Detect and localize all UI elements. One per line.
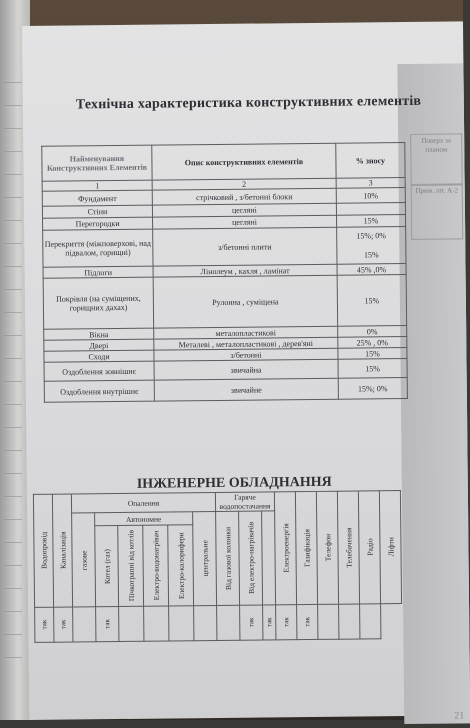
- table-row: Фундамент стрічковий , з/бетонні блоки 10%: [42, 187, 405, 206]
- table-row: Покрівля (на суміщених, горищних дахах) Рулонна , суміщена 15%: [43, 274, 407, 329]
- col-tv: Телебачення: [343, 527, 354, 568]
- col-central: центральне: [199, 540, 210, 577]
- page-number: 21: [454, 710, 465, 722]
- group-hotwater: Гаряче водопостачання: [215, 492, 274, 512]
- side-box-floor: Поверх за планом: [410, 133, 463, 186]
- group-heating: Опалення: [71, 493, 215, 514]
- group-autonomous: Автономне: [95, 512, 193, 526]
- side-box-note: Прим. літ. А-2: [411, 183, 464, 240]
- header-wear: % зносу: [336, 142, 405, 178]
- values-row: так так так так так так так: [35, 604, 402, 643]
- table-row: Оздоблення зовнішнє звичайна 15%: [44, 358, 407, 381]
- col-gas: газове: [78, 549, 89, 570]
- col-electric-heaters: Від електро-нагрівачів: [245, 521, 256, 595]
- col-sewerage: Каналізація: [57, 531, 68, 570]
- col-calorifers: Електро-калорифери: [175, 531, 186, 599]
- table-row: Перекриття (міжповерхові, над підвалом, горищні) з/бетонні плити 15%; 0% 15%: [43, 226, 406, 267]
- colnum-1: 1: [42, 180, 152, 191]
- table-row: Підлоги Лінолеум , кахля , ламінат 45% ,0%: [43, 263, 406, 278]
- col-stoves: Пічкотрапні від котлів: [125, 530, 136, 602]
- header-name: Найменування Конструктивних Елементів: [42, 145, 152, 181]
- structural-elements-table: [41, 142, 408, 403]
- col-water: Водопровід: [38, 532, 49, 570]
- table-row: Оздоблення внутрішнє звичайне 15%; 0%: [44, 377, 407, 402]
- col-electricity: Електроенергія: [280, 523, 291, 573]
- header-desc: Опис конструктивних елементів: [152, 143, 336, 180]
- col-phone: Телефон: [322, 534, 333, 562]
- section-title-engineering: ІНЖЕНЕРНЕ ОБЛАДНАННЯ: [136, 474, 332, 492]
- col-radio: Радіо: [364, 538, 375, 557]
- col-gasification: Газифікація: [301, 529, 312, 568]
- table-row: Сходи з/бетонні 15%: [44, 347, 407, 362]
- engineering-equipment-table: [33, 490, 403, 643]
- page-title: Технічна характеристика конструктивних елементів: [75, 93, 422, 113]
- colnum-2: 2: [152, 178, 336, 190]
- col-lifts: Ліфти: [385, 537, 396, 557]
- table-row: Стіни цегляні: [42, 202, 405, 218]
- colnum-3: 3: [336, 177, 405, 188]
- table-row: Двері Металеві , металопластикові , дерев'яні 25% , 0%: [44, 336, 407, 351]
- col-boiler: Котел (газ): [101, 548, 112, 584]
- side-strip: [397, 63, 470, 724]
- table-row: Вікна металопластикові 0%: [44, 325, 407, 340]
- document-page: [22, 21, 470, 720]
- col-gas-column: Від газової колонки: [222, 526, 233, 590]
- table-row: Перегородки цегляні 15%: [43, 214, 406, 230]
- col-water-heater: Електро-водонагрівач: [150, 530, 161, 601]
